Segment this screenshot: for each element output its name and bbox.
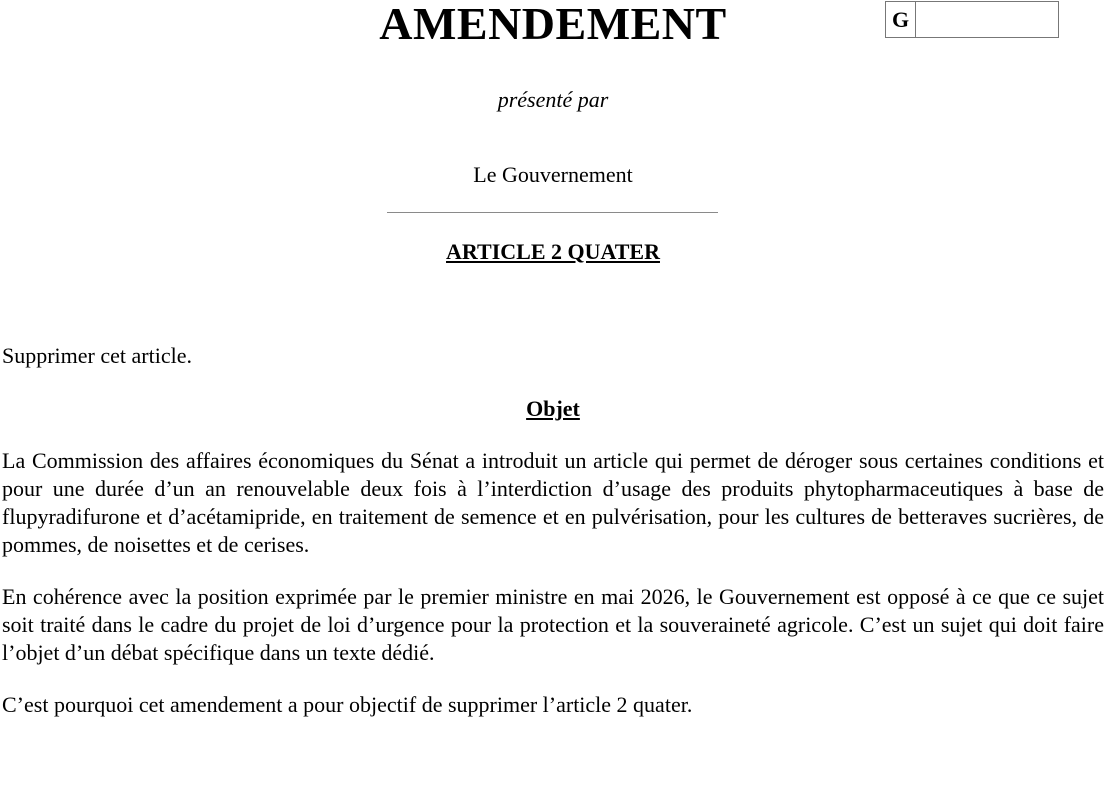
objet-paragraph: C’est pourquoi cet amendement a pour objectif de supprimer l’article 2 quater. (2, 692, 693, 717)
separator-rule (387, 212, 718, 213)
objet-paragraph: La Commission des affaires économiques du Sénat a introduit un article qui permet de déroger sous certaines conditions et pour une durée d’un an renouvelable deux fois à l’interdiction d’usage des produits phytopharmaceutiques à base de flupyradifurone et d’acétamipride, en traitement de semence et en pulvérisation, pour les cultures de betteraves sucrières, de pommes, de noisettes et de cerises. (2, 448, 1104, 557)
code-letter: G (886, 2, 916, 37)
presented-by-label: présenté par (497, 87, 609, 112)
amendment-code-box (885, 1, 1059, 38)
code-value (916, 2, 1058, 37)
author-name: Le Gouvernement (473, 162, 633, 187)
dispositif-text: Supprimer cet article. (2, 343, 192, 368)
article-heading: ARTICLE 2 QUATER (446, 239, 660, 264)
objet-heading: Objet (526, 396, 580, 421)
objet-paragraph: En cohérence avec la position exprimée par le premier ministre en mai 2026, le Gouvernement est opposé à ce que ce sujet soit traité dans le cadre du projet de loi d’urgence pour la protection et la souveraineté agricole. C’est un sujet qui doit faire l’objet d’un débat spécifique dans un texte dédié. (2, 584, 1104, 665)
document-title: AMENDEMENT (379, 0, 727, 49)
